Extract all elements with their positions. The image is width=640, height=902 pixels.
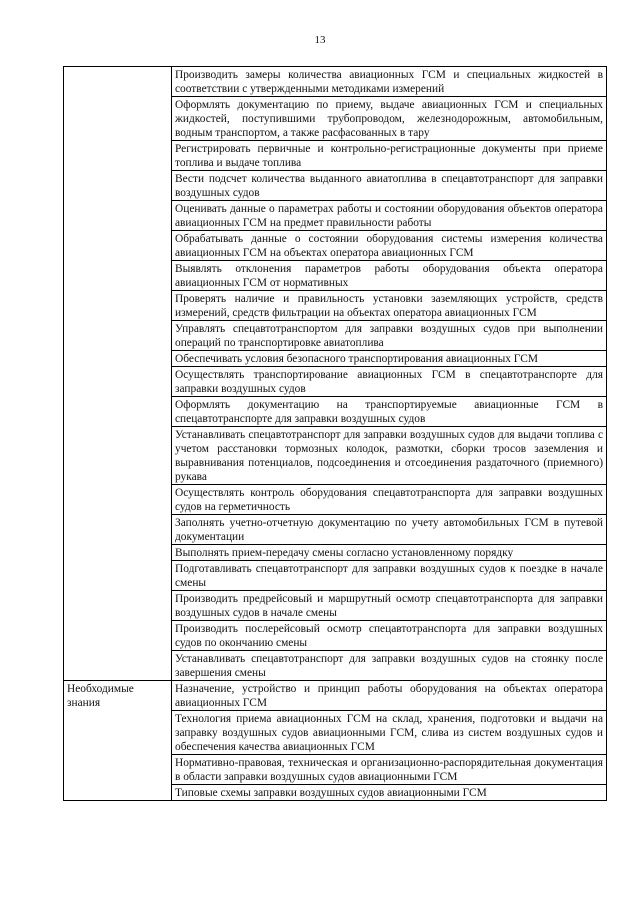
skill-item: Вести подсчет количества выданного авиатоплива в спецавтотранспорт для заправки воздушных судов <box>172 171 607 201</box>
table-row <box>64 681 607 711</box>
skill-item: Осуществлять контроль оборудования спецавтотранспорта для заправки воздушных судов на герметичность <box>172 485 607 515</box>
skill-item: Обрабатывать данные о состоянии оборудования системы измерения количества авиационных ГСМ на объектах оператора авиационных ГСМ <box>172 231 607 261</box>
skill-item: Регистрировать первичные и контрольно-регистрационные документы при приеме топлива и выдаче топлива <box>172 141 607 171</box>
skill-item: Оформлять документацию на транспортируемые авиационные ГСМ в спецавтотранспорте для заправки воздушных судов <box>172 397 607 427</box>
skill-item: Осуществлять транспортирование авиационных ГСМ в спецавтотранспорте для заправки воздушных судов <box>172 367 607 397</box>
knowledge-item: Назначение, устройство и принцип работы оборудования на объектах оператора авиационных ГСМ <box>172 681 607 711</box>
skill-item: Производить предрейсовый и маршрутный осмотр спецавтотранспорта для заправки воздушных судов в начале смены <box>172 591 607 621</box>
competency-table <box>63 66 607 801</box>
knowledge-item: Технология приема авиационных ГСМ на склад, хранения, подготовки и выдачи на заправку воздушных судов авиационными ГСМ, слива из систем воздушных судов и обеспечения качества авиационных ГСМ <box>172 711 607 755</box>
skill-item: Подготавливать спецавтотранспорт для заправки воздушных судов к поездке в начале смены <box>172 561 607 591</box>
skill-item: Выявлять отклонения параметров работы оборудования объекта оператора авиационных ГСМ от нормативных <box>172 261 607 291</box>
skill-item: Проверять наличие и правильность установки заземляющих устройств, средств измерений, средств фильтрации на объектах оператора авиационных ГСМ <box>172 291 607 321</box>
knowledge-label: Необходимые знания <box>64 681 172 801</box>
skill-item: Управлять спецавтотранспортом для заправки воздушных судов при выполнении операций по транспортировке авиатоплива <box>172 321 607 351</box>
knowledge-item: Нормативно-правовая, техническая и организационно-распорядительная документация в области заправки воздушных судов авиационными ГСМ <box>172 755 607 785</box>
skill-item: Оценивать данные о параметрах работы и состоянии оборудования объектов оператора авиационных ГСМ на предмет правильности работы <box>172 201 607 231</box>
skill-item: Выполнять прием-передачу смены согласно установленному порядку <box>172 545 607 561</box>
skill-item: Оформлять документацию по приему, выдаче авиационных ГСМ и специальных жидкостей, поступившими трубопроводом, железнодорожным, автомобильным, водным транспортом, а также расфасованных в тару <box>172 97 607 141</box>
skills-label-cell <box>64 67 172 681</box>
skill-item: Устанавливать спецавтотранспорт для заправки воздушных судов для выдачи топлива с учетом расстановки тормозных колодок, размотки, сборки тросов заземления и выравнивания потенциалов, подсоединения и отсоединения раздаточного (приемного) рукава <box>172 427 607 485</box>
skill-item: Производить послерейсовый осмотр спецавтотранспорта для заправки воздушных судов по окончанию смены <box>172 621 607 651</box>
table-row <box>64 67 607 97</box>
knowledge-item: Типовые схемы заправки воздушных судов авиационными ГСМ <box>172 785 607 801</box>
skill-item: Устанавливать спецавтотранспорт для заправки воздушных судов на стоянку после завершения смены <box>172 651 607 681</box>
skill-item: Обеспечивать условия безопасного транспортирования авиационных ГСМ <box>172 351 607 367</box>
skill-item: Производить замеры количества авиационных ГСМ и специальных жидкостей в соответствии с утвержденными методиками измерений <box>172 67 607 97</box>
page-number: 13 <box>314 34 326 46</box>
skill-item: Заполнять учетно-отчетную документацию по учету автомобильных ГСМ в путевой документации <box>172 515 607 545</box>
